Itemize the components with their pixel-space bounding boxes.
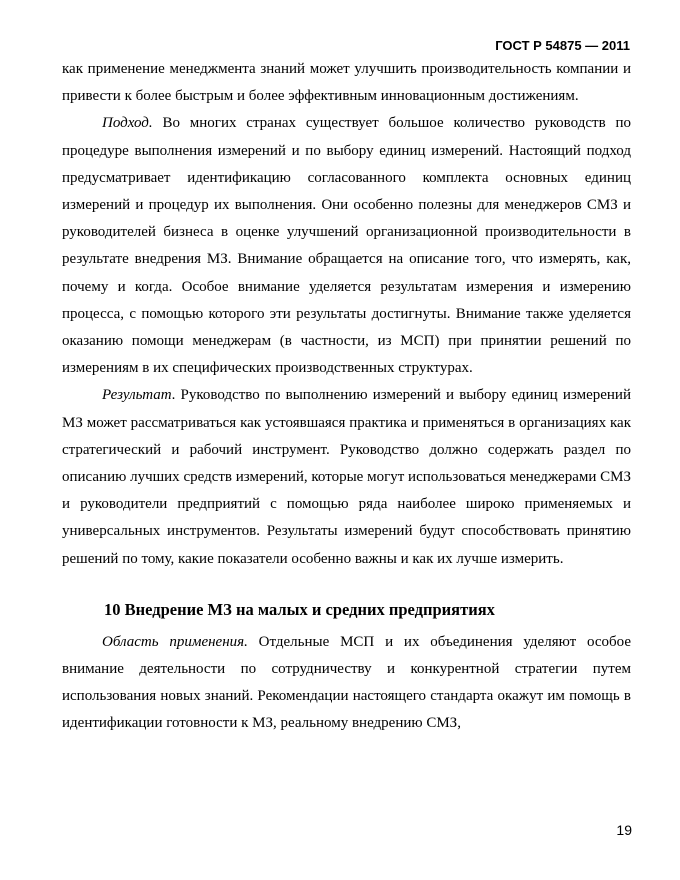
paragraph-continuation (62, 56, 631, 110)
paragraph-text: Отдельные МСП и их объединения уделяют особое внимание деятельности по сотрудничеству и конкурентной стратегии путем использования новых знаний. Рекомендации настоящего стандарта окажут им помощь в идентификации готовности к МЗ, реальному внедрению СМЗ, (62, 633, 631, 732)
page-number: 19 (616, 822, 632, 838)
paragraph-text: . Руководство по выполнению измерений и выбору единиц измерений МЗ может рассматриваться как устоявшаяся практика и применяться в организациях как стратегический и рабочий инструмент. Руководство должно содержать раздел по описанию лучших средств измерений, которые могут использоваться менеджерами СМЗ и руководители предприятий с помощью ряда наиболее широко применяемых и универсальных инструментов. Результаты измерений будут способствовать принятию решений по тому, какие показатели особенно важны и как их лучше измерить. (62, 387, 631, 567)
section-heading: 10 Внедрение МЗ на малых и средних предприятиях (104, 599, 495, 619)
paragraph-scope (62, 629, 631, 738)
body-text (62, 56, 631, 738)
paragraph-approach (62, 110, 631, 382)
paragraph-lead: Область применения. (102, 633, 248, 650)
paragraph-lead: Результат (102, 387, 172, 404)
standard-header: ГОСТ Р 54875 — 2011 (495, 38, 630, 53)
paragraph-text: как применение менеджмента знаний может улучшить производительность компании и привести к более быстрым и более эффективным инновационным достижениям. (62, 61, 631, 105)
paragraph-lead: Подход. (102, 115, 153, 132)
paragraph-text: Во многих странах существует большое количество руководств по процедуре выполнения измерений и по выбору единиц измерений. Настоящий подход предусматривает идентификацию согласованного комплекта основных единиц измерений и процедур их выполнения. Они особенно полезны для менеджеров СМЗ и руководителей бизнеса в оценке улучшений организационной производительности в результате внедрения МЗ. Внимание обращается на описание того, что измерять, как, почему и когда. Особое внимание уделяется результатам измерения и измерению процесса, с помощью которого эти результаты достигнуты. Внимание также уделяется оказанию помощи менеджерам (в частности, из МСП) при принятии решений по измерениям в их специфических производственных структурах. (62, 115, 631, 377)
paragraph-result (62, 382, 631, 572)
